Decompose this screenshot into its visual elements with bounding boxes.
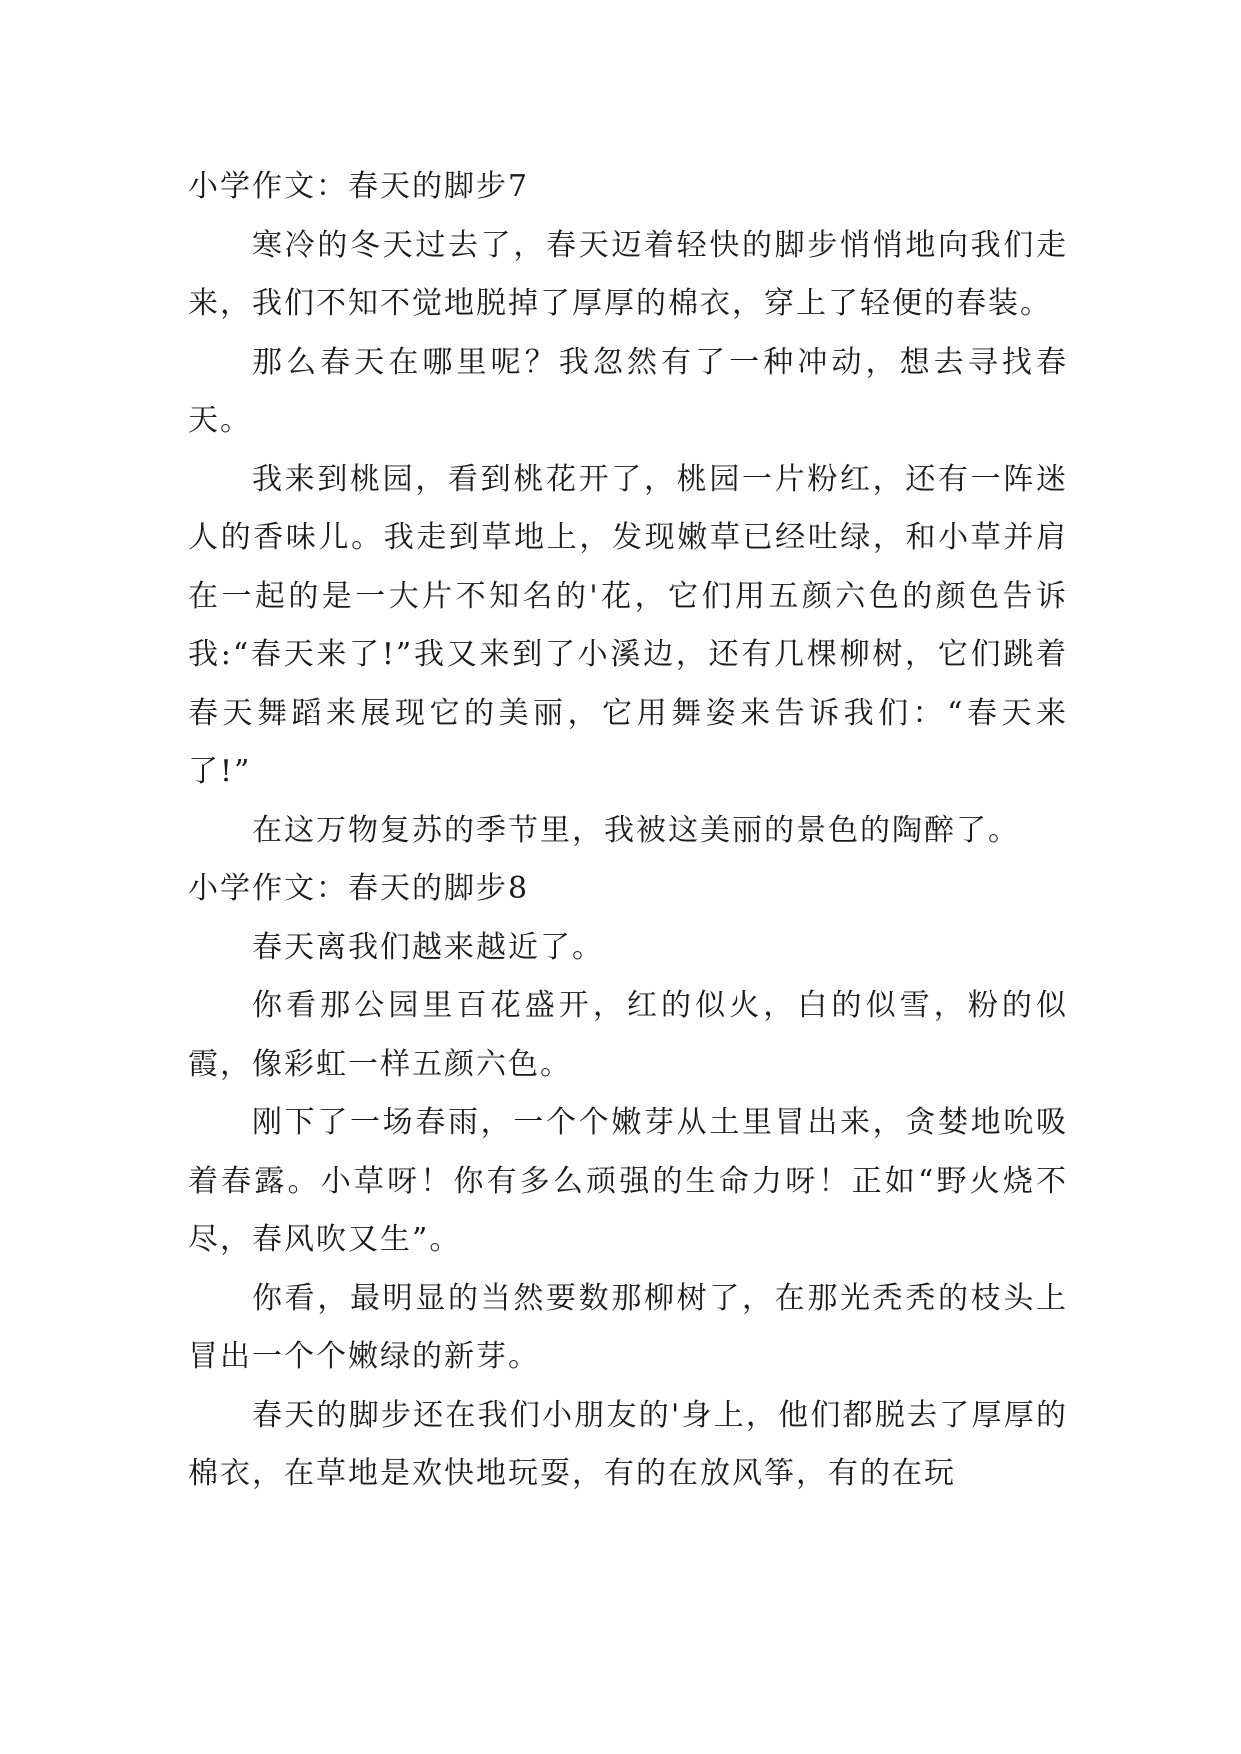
essay-8-paragraph-2: 你看那公园里百花盛开，红的似火，白的似雪，粉的似霞，像彩虹一样五颜六色。 xyxy=(188,988,1068,1082)
essay-7-paragraph-3: 我来到桃园，看到桃花开了，桃园一片粉红，还有一阵迷人的香味儿。我走到草地上，发现嫩草已经吐绿，和小草并肩在一起的是一大片不知名的'花，它们用五颜六色的颜色告诉我:“春天来了!”我又来到了小溪边，还有几棵柳树，它们跳着春天舞蹈来展现它的美丽，它用舞姿来告诉我们：“春天来了!” xyxy=(188,461,1068,789)
essay-7-paragraph-4: 在这万物复苏的季节里，我被这美丽的景色的陶醉了。 xyxy=(252,812,1020,848)
essay-8-paragraph-5: 春天的脚步还在我们小朋友的'身上，他们都脱去了厚厚的棉衣，在草地是欢快地玩耍，有的在放风筝，有的在玩 xyxy=(188,1397,1068,1491)
essay-heading-8: 小学作文：春天的脚步8 xyxy=(188,871,530,906)
essay-text-column xyxy=(188,158,1068,1504)
essay-8-paragraph-3: 刚下了一场春雨，一个个嫩芽从土里冒出来，贪婪地吮吸着春露。小草呀！你有多么顽强的生命力呀！正如“野火烧不尽，春风吹又生”。 xyxy=(188,1105,1068,1257)
essay-8-paragraph-4: 你看，最明显的当然要数那柳树了，在那光秃秃的枝头上冒出一个个嫩绿的新芽。 xyxy=(188,1280,1068,1374)
essay-7-paragraph-1: 寒冷的冬天过去了，春天迈着轻快的脚步悄悄地向我们走来，我们不知不觉地脱掉了厚厚的棉衣，穿上了轻便的春装。 xyxy=(188,227,1068,321)
essay-heading-7: 小学作文：春天的脚步7 xyxy=(188,169,530,204)
essay-8-paragraph-1: 春天离我们越来越近了。 xyxy=(252,929,604,965)
essay-7-paragraph-2: 那么春天在哪里呢？我忽然有了一种冲动，想去寻找春天。 xyxy=(188,344,1068,438)
